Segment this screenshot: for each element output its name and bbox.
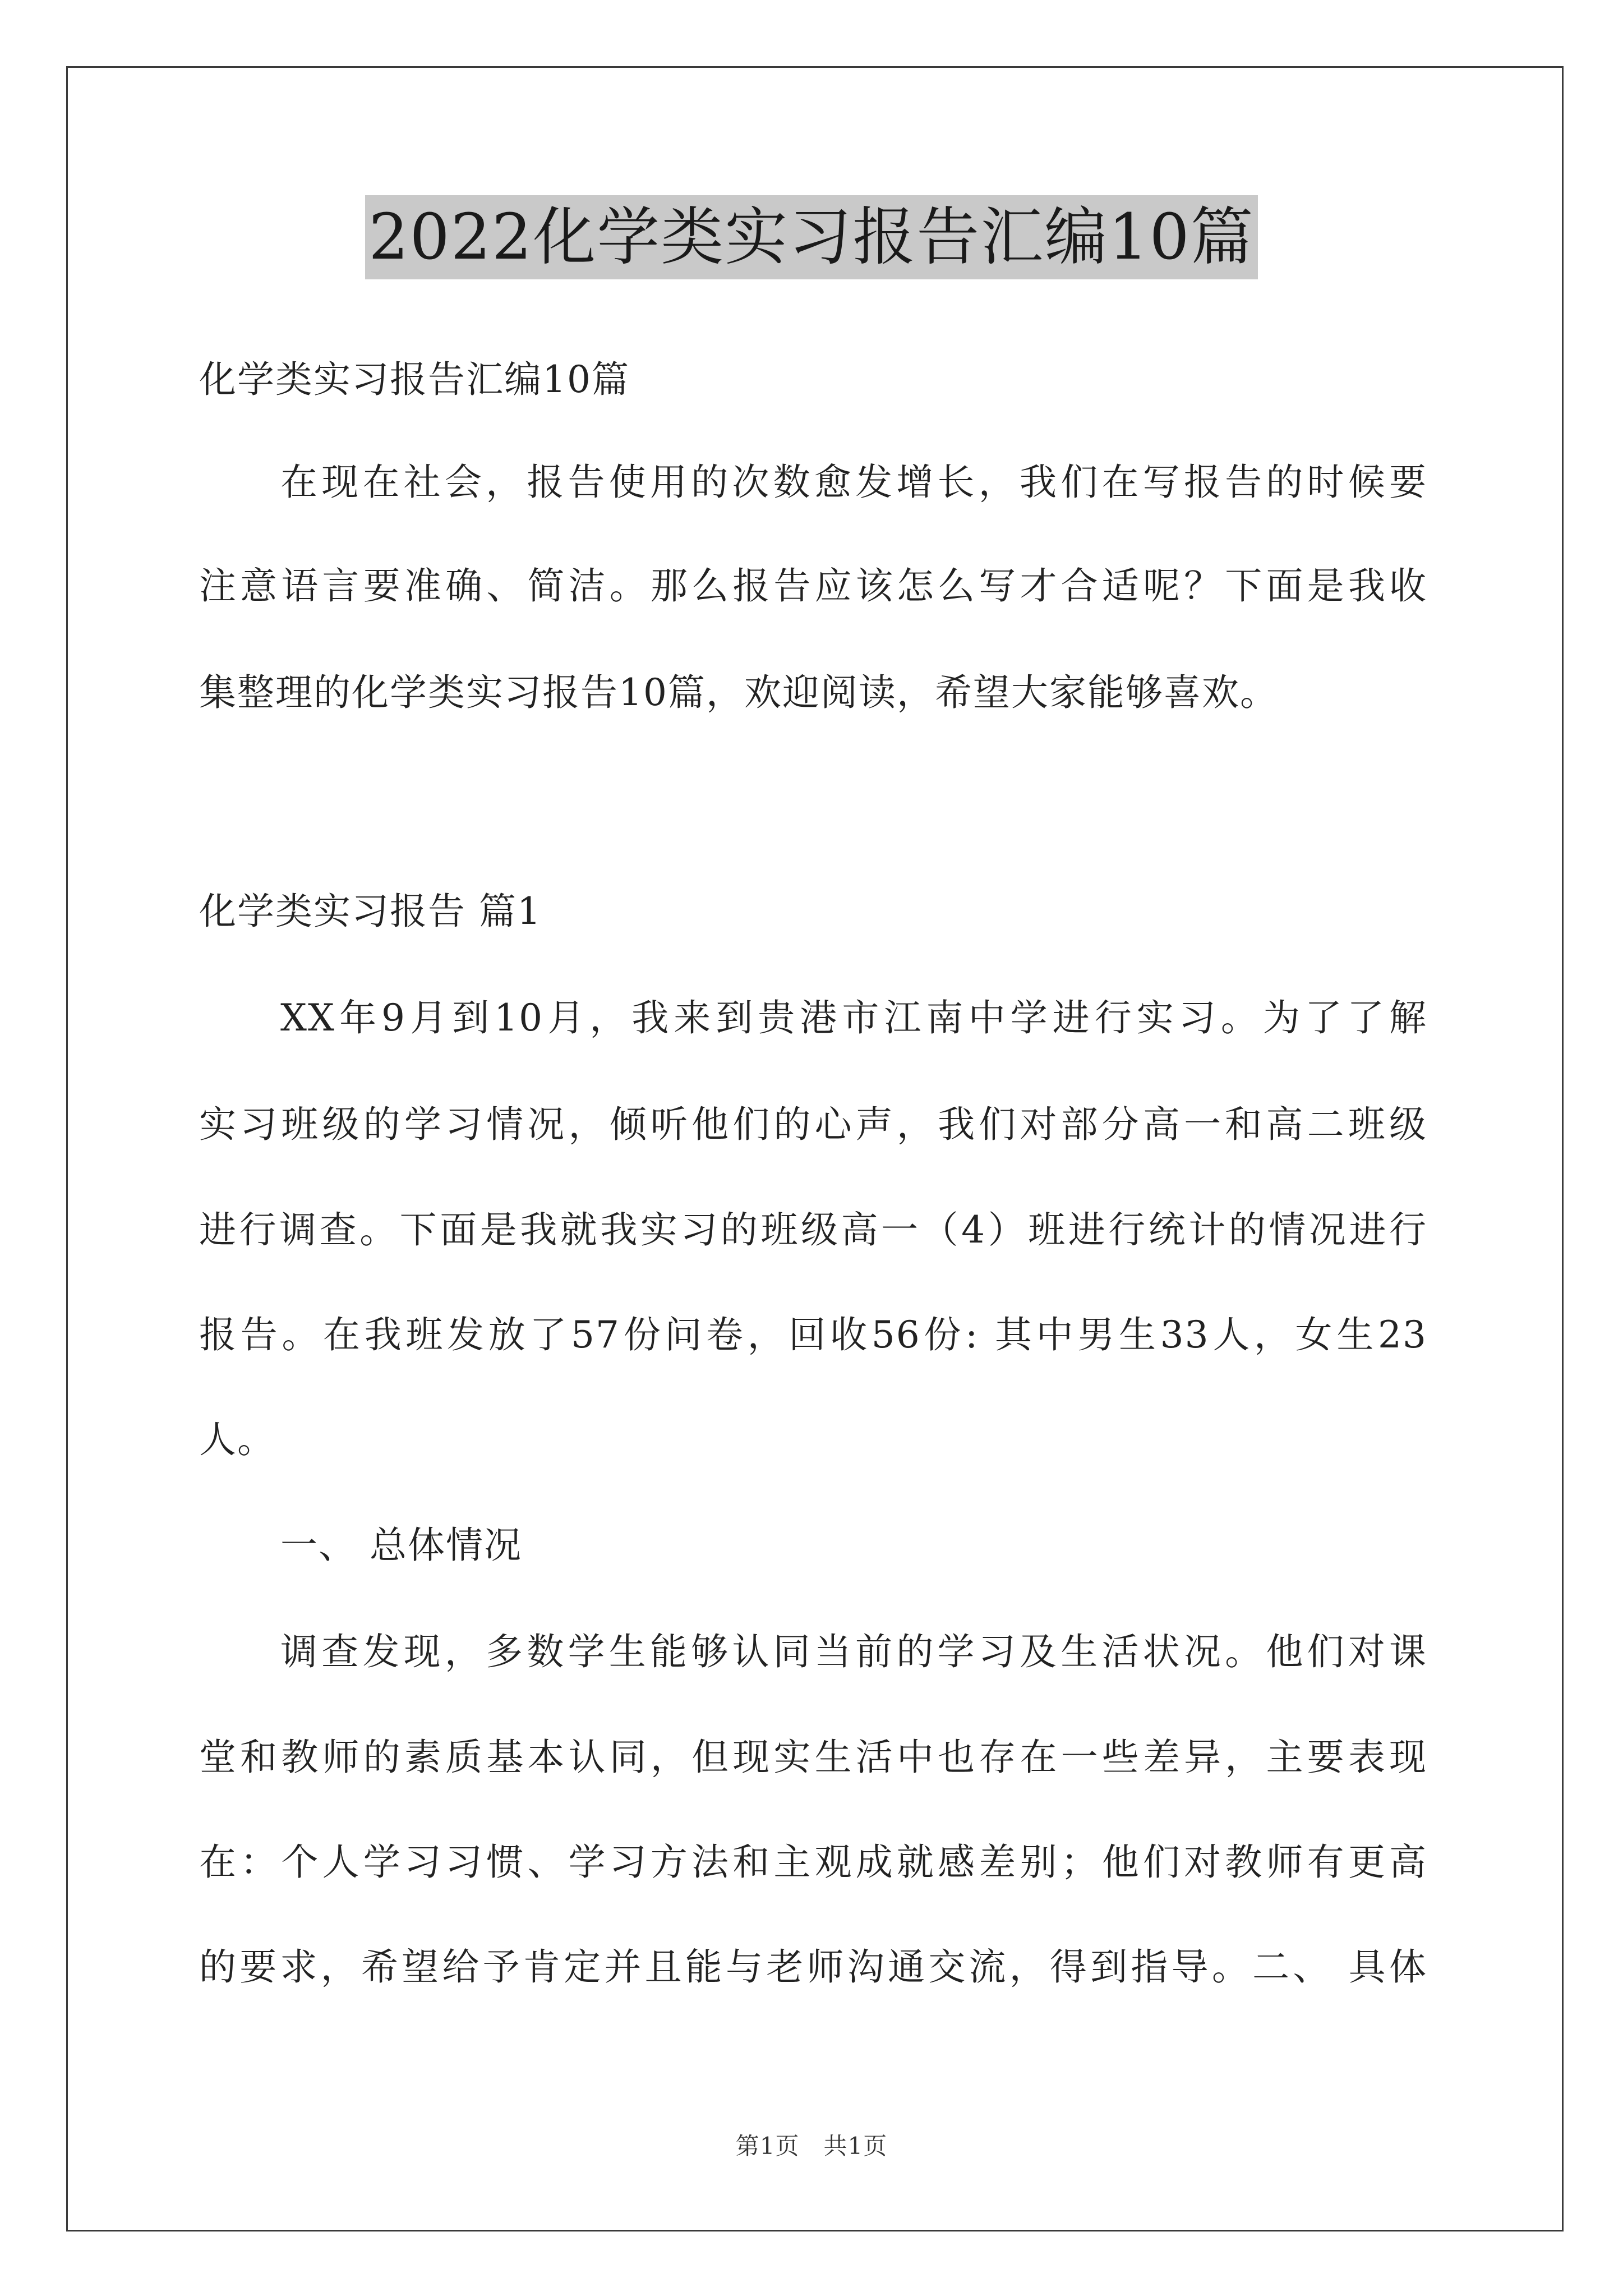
section-heading-1: 化学类实习报告 篇1 xyxy=(199,890,542,933)
document-title: 2022化学类实习报告汇编10篇 xyxy=(365,195,1258,279)
page-footer: 第1页 共1页 xyxy=(735,2132,888,2160)
subtitle-line: 化学类实习报告汇编10篇 xyxy=(199,358,630,401)
body-line-7: 堂和教师的素质基本认同，但现实生活中也存在一些差异，主要表现 xyxy=(199,1736,1427,1779)
sub-heading-overview: 一、 总体情况 xyxy=(280,1524,522,1567)
title-container xyxy=(0,195,1623,279)
intro-line-1: 在现在社会，报告使用的次数愈发增长，我们在写报告的时候要 xyxy=(280,461,1427,504)
body-line-5: 人。 xyxy=(199,1418,275,1461)
body-line-2: 实习班级的学习情况，倾听他们的心声，我们对部分高一和高二班级 xyxy=(199,1103,1427,1146)
body-line-3: 进行调查。下面是我就我实习的班级高一（4）班进行统计的情况进行 xyxy=(199,1208,1427,1251)
intro-line-2: 注意语言要准确、简洁。那么报告应该怎么写才合适呢？下面是我收 xyxy=(199,564,1427,608)
intro-line-3: 集整理的化学类实习报告10篇，欢迎阅读，希望大家能够喜欢。 xyxy=(199,671,1278,714)
body-line-1: XX年9月到10月，我来到贵港市江南中学进行实习。为了了解 xyxy=(280,996,1427,1039)
body-line-6: 调查发现，多数学生能够认同当前的学习及生活状况。他们对课 xyxy=(280,1630,1427,1673)
body-line-9: 的要求，希望给予肯定并且能与老师沟通交流，得到指导。二、 具体 xyxy=(199,1945,1427,1989)
body-line-8: 在：个人学习习惯、学习方法和主观成就感差别；他们对教师有更高 xyxy=(199,1841,1427,1884)
body-line-4: 报告。在我班发放了57份问卷，回收56份: 其中男生33人，女生23 xyxy=(199,1313,1427,1356)
